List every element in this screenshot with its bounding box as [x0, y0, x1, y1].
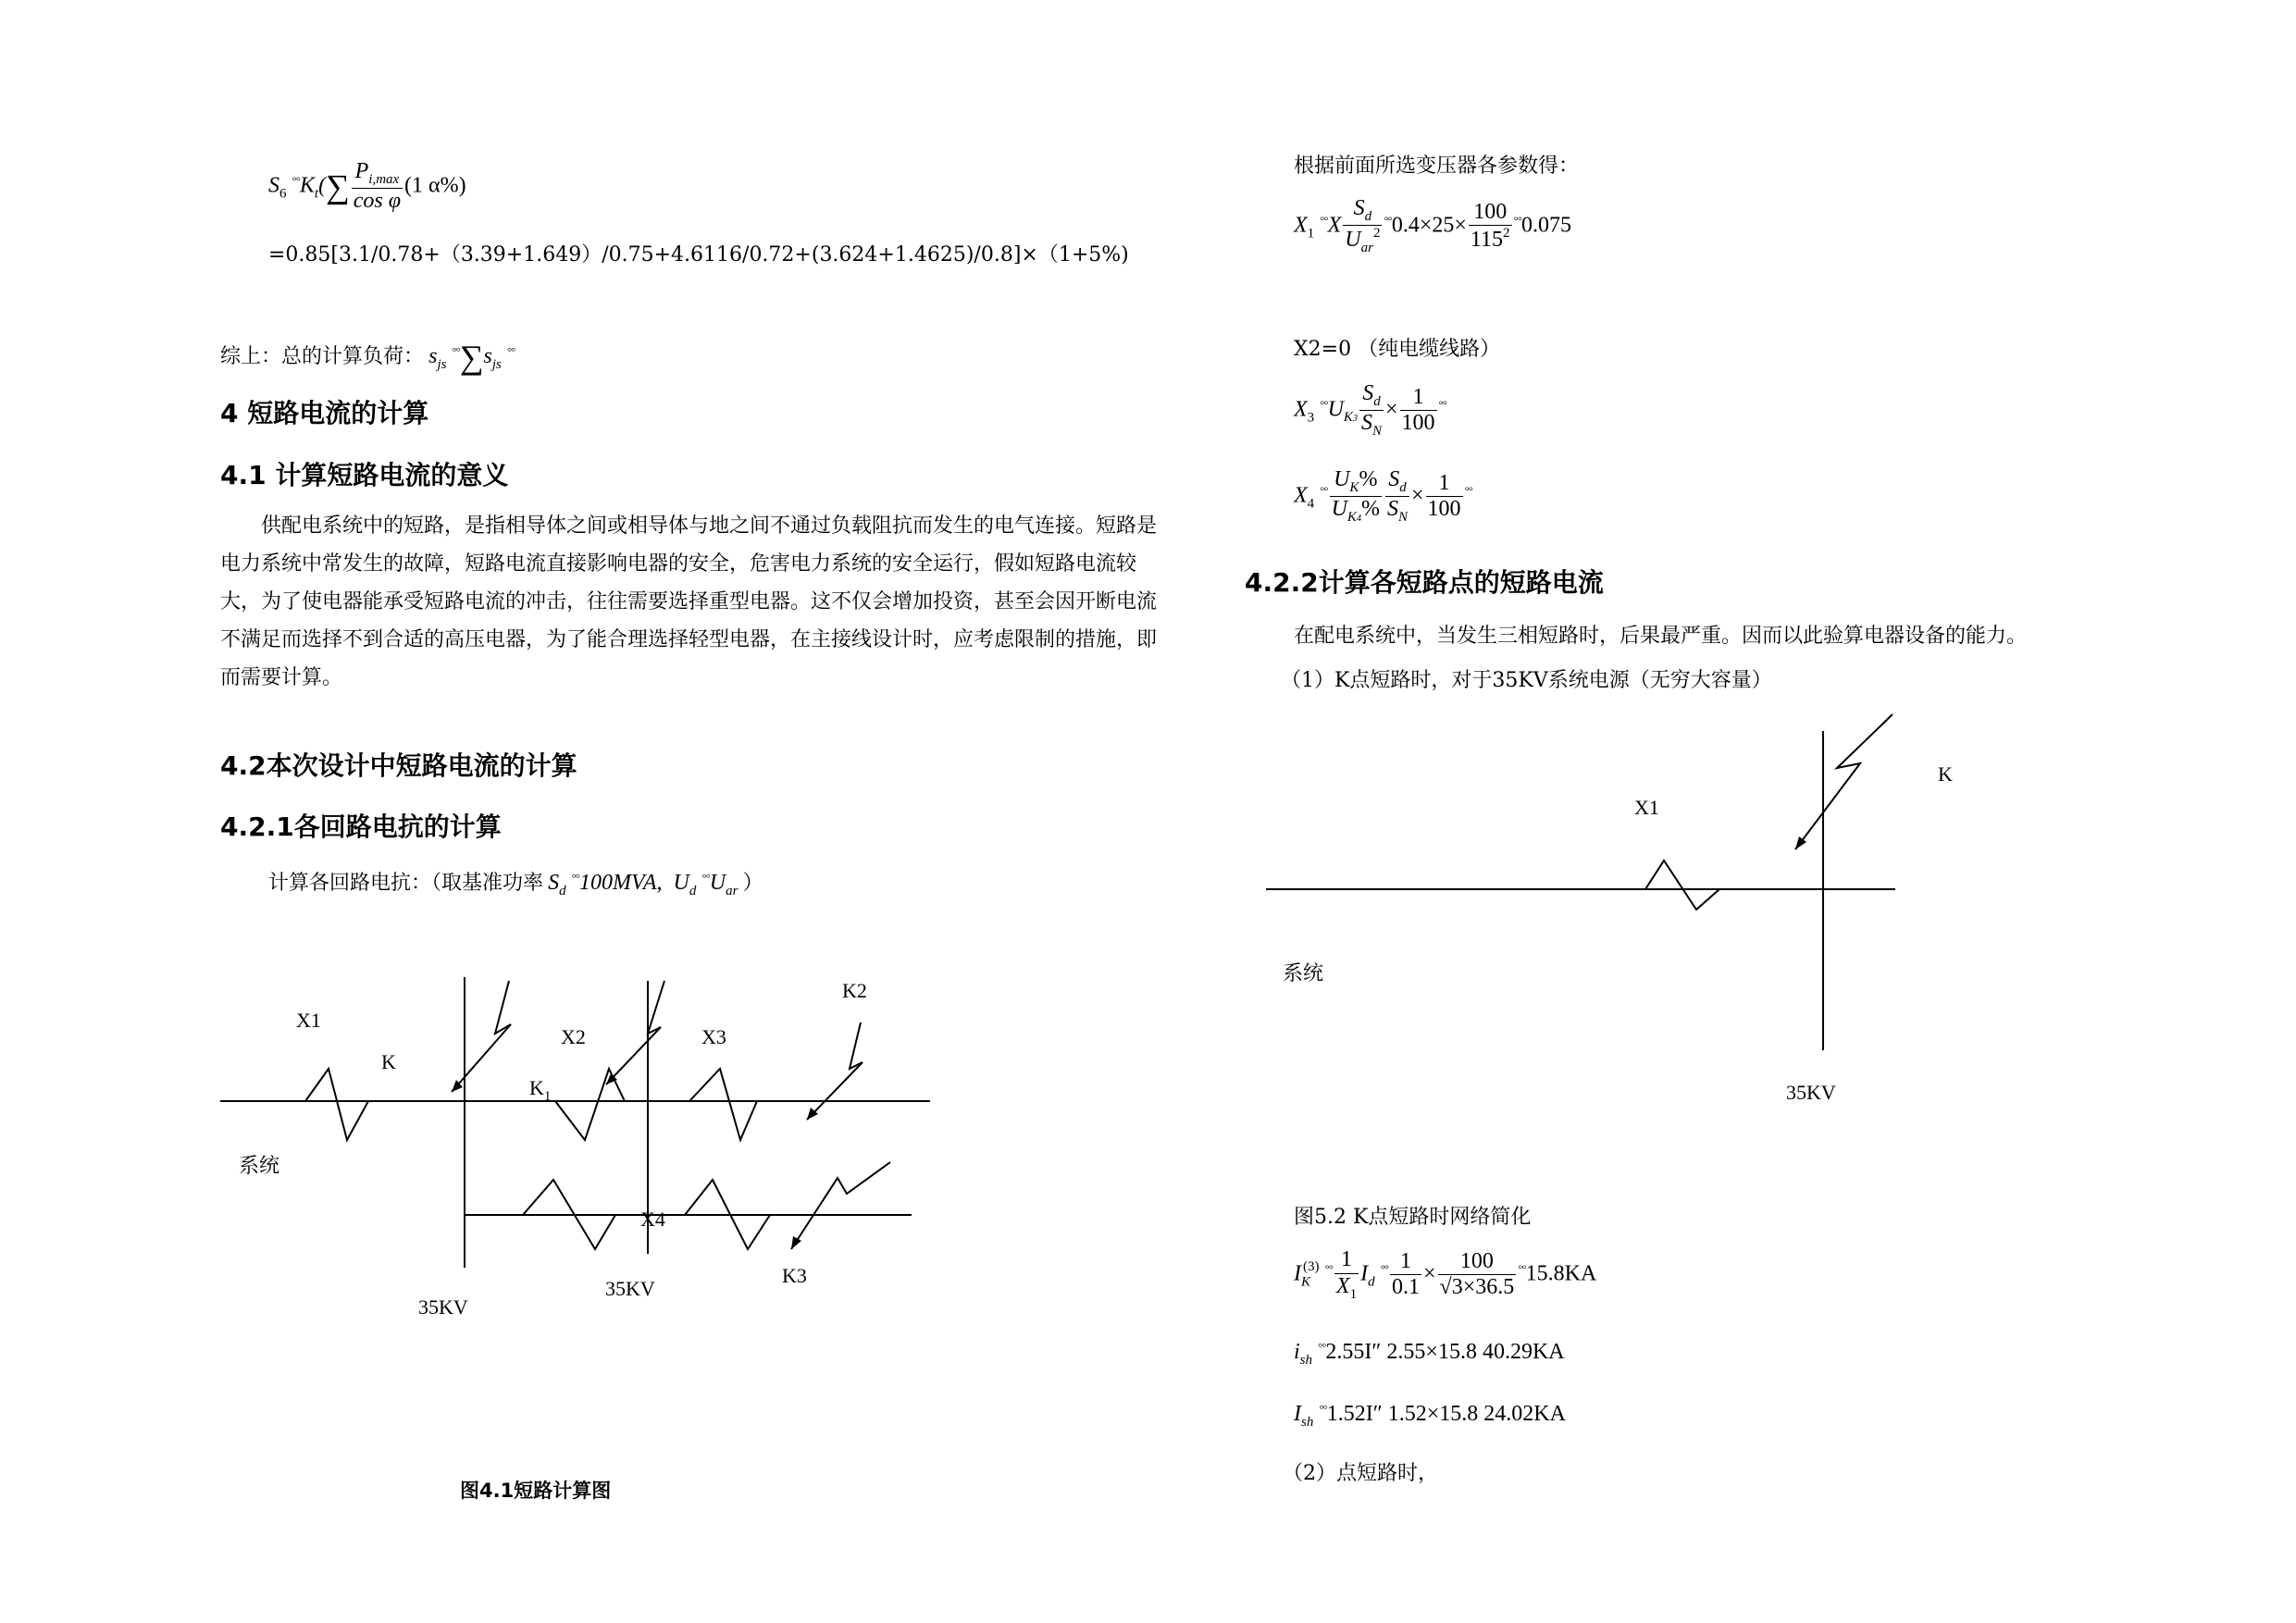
formula-s6: $S_6$ $^{^\circ^\circ}K_t(\sum$ $\frac{P_{i,max}}{\text{cos φ}}$ (1 α%) [268, 159, 466, 214]
label-k: K [381, 1050, 396, 1073]
formula-x3: $X_3$ $^{^\circ^\circ}U_{K3}$ $\frac{S_d}{S_N}$ × $\frac{1}{100}$ °° [1294, 381, 1446, 440]
label-system-2: 系统 [1283, 962, 1324, 985]
formula-ik: $I_K^{(3)}$ °° $\frac{1}{X_1}$ $I_d$ °° $\frac{1}{0.1}$ × $\frac{100}{√3\times 36.5}$ °°15.8KA [1294, 1247, 1597, 1302]
label-35kv-right: 35KV [605, 1277, 655, 1300]
label-x3: X3 [701, 1025, 726, 1048]
label-k-2: K [1938, 762, 1953, 786]
caption-figure-5-2: 图5.2 K点短路时网络简化 [1294, 1206, 1532, 1229]
formula-base: $S_d$ °°100MVA, $U_d$ $^{^\circ^\circ}U_{ar}$ [548, 871, 738, 898]
label-system: 系统 [239, 1155, 280, 1178]
summary-label: 综上：总的计算负荷： [220, 345, 425, 368]
label-35kv-2: 35KV [1786, 1081, 1836, 1104]
paragraph-b: （1）K点短路时，对于35KV系统电源（无穷大容量） [1281, 669, 1772, 692]
last-line: （2）点短路时， [1283, 1462, 1438, 1485]
reactance-x1-2 [1645, 861, 1719, 910]
heading-4: 4 短路电流的计算 [220, 398, 429, 428]
formula-sjs: $s_{js}$ $^{^\circ^\circ}\sum s_{js}$ °° [428, 339, 515, 376]
label-k1: $K_1$ [529, 1076, 552, 1104]
calc-line: 计算各回路电抗：（取基准功率 $S_d$ °°100MVA, $U_d$ $^{^\circ^\circ}U_{ar}$ ） [268, 871, 763, 898]
formula-x4: $X_4$ °° $\frac{U_K\%}{U_{K4}\%}$ $\frac{S_d}{S_N}$ × $\frac{1}{100}$ °° [1294, 467, 1472, 526]
heading-4-2: 4.2本次设计中短路电流的计算 [220, 750, 577, 781]
intro-line: 根据前面所选变压器各参数得： [1294, 155, 1580, 178]
formula-s6-value: =0.85[3.1/0.78+（3.39+1.649）/0.75+4.6116/0.72+(3.624+1.4625)/0.8]×（1+5%) [268, 243, 1129, 266]
label-x1-2: X1 [1634, 796, 1659, 819]
paragraph-4-1: 供配电系统中的短路，是指相导体之间或相导体与地之间不通过负载阻抗而发生的电气连接。短路是电力系统中常发生的故障，短路电流直接影响电器的安全，危害电力系统的安全运行，假如短路电流较大，为了使电器能承受短路电流的冲击，往往需要选择重型电器。这不仅会增加投资，甚至会因开断电流不满足而选择不到合适的高压电器，为了能合理选择轻型电器，在主接线设计时，应考虑限制的措施，即而需要计算。 [220, 514, 1158, 689]
formula-x1: $X_1$ °°X $\frac{S_d}{U_{ar}^2}$ °°0.4×25× $\frac{100}{115^2}$ °°0.075 [1294, 196, 1571, 256]
calc-label: 计算各回路电抗：（取基准功率 [268, 872, 544, 895]
fault-k-2 [1795, 714, 1893, 849]
label-x4: X4 [640, 1208, 665, 1231]
formula-ish-upper: $I_{sh}$ °°1.52I″ 1.52×15.8 24.02KA [1294, 1402, 1566, 1430]
label-x2: X2 [561, 1025, 586, 1048]
heading-4-2-1: 4.2.1各回路电抗的计算 [220, 812, 502, 842]
paragraph-a: 在配电系统中，当发生三相短路时，后果最严重。因而以此验算电器设备的能力。 [1294, 625, 2028, 648]
label-k2: K2 [842, 979, 867, 1002]
label-x1: X1 [296, 1009, 321, 1032]
heading-4-2-2: 4.2.2计算各短路点的短路电流 [1245, 567, 1604, 598]
x2-line: X2=0 （纯电缆线路） [1294, 338, 1501, 361]
label-35kv-left: 35KV [418, 1295, 468, 1319]
caption-figure-4-1: 图4.1短路计算图 [460, 1480, 612, 1502]
formula-ish-lower: $i_{sh}$ °°2.55I″ 2.55×15.8 40.29KA [1294, 1340, 1565, 1368]
label-k3: K3 [782, 1264, 807, 1287]
heading-4-1: 4.1 计算短路电流的意义 [220, 460, 509, 490]
